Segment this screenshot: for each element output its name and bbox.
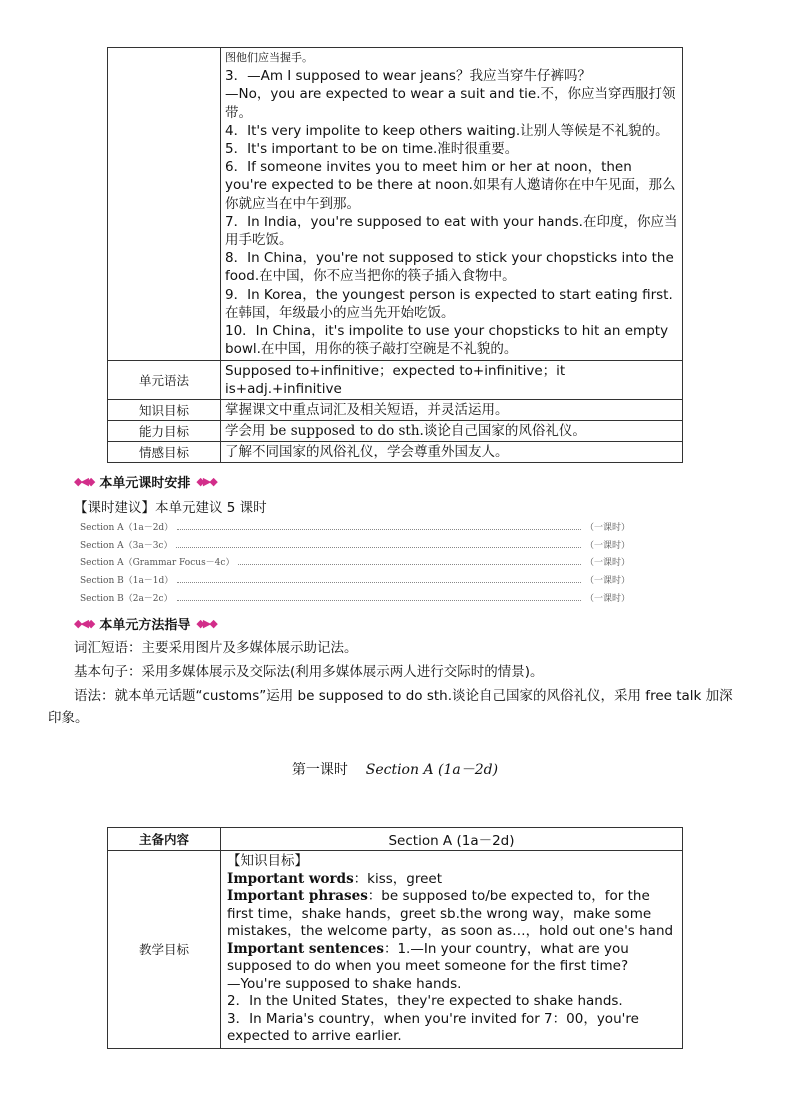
row-label: 情感目标: [108, 442, 221, 463]
schedule-period: （一课时）: [584, 523, 630, 534]
leader-dots: [176, 541, 581, 548]
sentence-1b: —You're supposed to shake hands.: [227, 975, 462, 992]
ornament-right-icon: ◆▶◆: [196, 475, 216, 488]
empty-label-cell: [108, 48, 221, 361]
row-label: 教学目标: [108, 851, 221, 1049]
sentence-line: 6．If someone invites you to meet him or her at noon，then you're expected to be there at noon.如果有人邀请你在中午见面，那么你就应当在中午到那。: [225, 159, 676, 212]
table-row: [108, 400, 683, 421]
lesson-title-section: Section A: [365, 762, 434, 778]
sentence-line: 5．It's important to be on time.准时很重要。: [225, 141, 519, 158]
sentences-label: Important sentences: [227, 940, 384, 957]
table-row: [108, 361, 683, 400]
table-row: [108, 828, 683, 851]
table-row: [108, 442, 683, 463]
method-sentences: 基本句子：采用多媒体展示及交际法(利用多媒体展示两人进行交际时的情景)。: [74, 664, 544, 680]
lesson-suggestion: 【课时建议】本单元建议 5 课时: [74, 500, 267, 516]
table-row: [108, 48, 683, 361]
sentence-line: 10．In China，it's impolite to use your chopsticks to hit an empty bowl.在中国，用你的筷子敲打空碗是不礼貌的。: [225, 323, 669, 358]
lesson-title-prefix: 第一课时: [291, 762, 348, 778]
schedule-period: （一课时）: [584, 576, 630, 587]
row-value: 了解不同国家的风俗礼仪，学会尊重外国友人。: [221, 442, 683, 463]
table-row: [108, 851, 683, 1049]
banner-title: 本单元课时安排: [99, 476, 191, 491]
row-value: 学会用 be supposed to do sth.谈论自己国家的风俗礼仪。: [221, 421, 683, 442]
list-item: [80, 536, 630, 554]
sentence-line: 9．In Korea，the youngest person is expected to start eating first.在韩国，年级最小的应当先开始吃饭。: [225, 286, 673, 321]
lesson-title-range: (1a－2d): [438, 762, 499, 778]
sentence-line: 7．In India，you're supposed to eat with your hands.在印度，你应当用手吃饭。: [225, 213, 678, 249]
sentence-line: 3．—Am I supposed to wear jeans？我应当穿牛仔裤吗？: [225, 68, 591, 85]
banner-title: 本单元方法指导: [99, 618, 191, 633]
method-banner: [74, 614, 216, 633]
list-item: [80, 588, 630, 606]
schedule-label: Section B（2a－2c）: [80, 593, 173, 604]
ornament-left-icon: ◆◀◆: [74, 475, 94, 488]
words-line: [227, 871, 676, 889]
sentence-2: 2．In the United States，they're expected to shake hands.: [227, 993, 623, 1009]
lesson-title: [0, 759, 790, 779]
ornament-right-icon: ◆▶◆: [196, 617, 216, 630]
sentence-3: 3．In Maria's country，when you're invited for 7：00，you're expected to arrive earlier.: [227, 1010, 639, 1044]
schedule-period: （一课时）: [584, 540, 630, 551]
schedule-label: Section B（1a－1d）: [80, 576, 174, 587]
row-label: 能力目标: [108, 421, 221, 442]
row-value: 掌握课文中重点词汇及相关短语，并灵活运用。: [221, 400, 683, 421]
table-row: [108, 421, 683, 442]
list-item: [80, 553, 630, 571]
objectives-content: [221, 851, 683, 1049]
row-label: 知识目标: [108, 400, 221, 421]
header-label: 主备内容: [108, 828, 221, 851]
leader-dots: [177, 576, 581, 583]
method-grammar: 语法：就本单元话题“customs”运用 be supposed to do sth.谈论自己国家的风俗礼仪，采用 free talk 加深印象。: [48, 688, 733, 726]
schedule-label: Section A（3a－3c）: [80, 540, 173, 551]
list-item: [80, 518, 630, 536]
schedule-list: [80, 518, 630, 606]
schedule-banner: [74, 472, 216, 491]
schedule-label: Section A（Grammar Focus－4c）: [80, 558, 235, 569]
ornament-left-icon: ◆◀◆: [74, 617, 94, 630]
objectives-table: [107, 47, 683, 463]
leader-dots: [177, 523, 581, 530]
lesson-table: [107, 827, 683, 1049]
sentences-cell: [221, 48, 683, 361]
knowledge-heading: 【知识目标】: [227, 853, 308, 869]
schedule-label: Section A（1a－2d）: [80, 523, 174, 534]
sentence-line: 8．In China，you're not supposed to stick your chopsticks into the food.在中国，你不应当把你的筷子插入食物中。: [225, 250, 674, 285]
words-label: Important words: [227, 870, 354, 887]
leader-dots: [238, 558, 581, 565]
phrases-text: ：be supposed to/be expected to，for the first time，shake hands，greet sb.the wrong way，make some mistakes，the welcome party，as soon as…，hold out one's hand: [227, 888, 674, 939]
schedule-period: （一课时）: [584, 593, 630, 604]
sentence-line: —No，you are expected to wear a suit and tie.不，你应当穿西服打领带。: [225, 86, 676, 121]
row-label: 单元语法: [108, 361, 221, 400]
leader-dots: [177, 594, 581, 601]
phrases-label: Important phrases: [227, 888, 368, 904]
list-item: [80, 571, 630, 589]
schedule-period: （一课时）: [584, 558, 630, 569]
words-text: ：kiss，greet: [353, 870, 443, 887]
method-vocab: 词汇短语：主要采用图片及多媒体展示助记法。: [74, 640, 358, 656]
sentence-line: 图他们应当握手。: [225, 51, 313, 64]
sentences-line: [227, 941, 676, 976]
sentence-1: ：1.—In your country，what are you supposed to do when you meet someone for the first time?: [227, 940, 629, 974]
row-value: Supposed to+infinitive；expected to+infinitive；it is+adj.+infinitive: [221, 361, 683, 400]
sentence-line: 4．It's very impolite to keep others waiting.让别人等候是不礼貌的。: [225, 122, 669, 139]
phrases-line: [227, 888, 676, 941]
header-value: Section A (1a－2d): [221, 828, 683, 851]
